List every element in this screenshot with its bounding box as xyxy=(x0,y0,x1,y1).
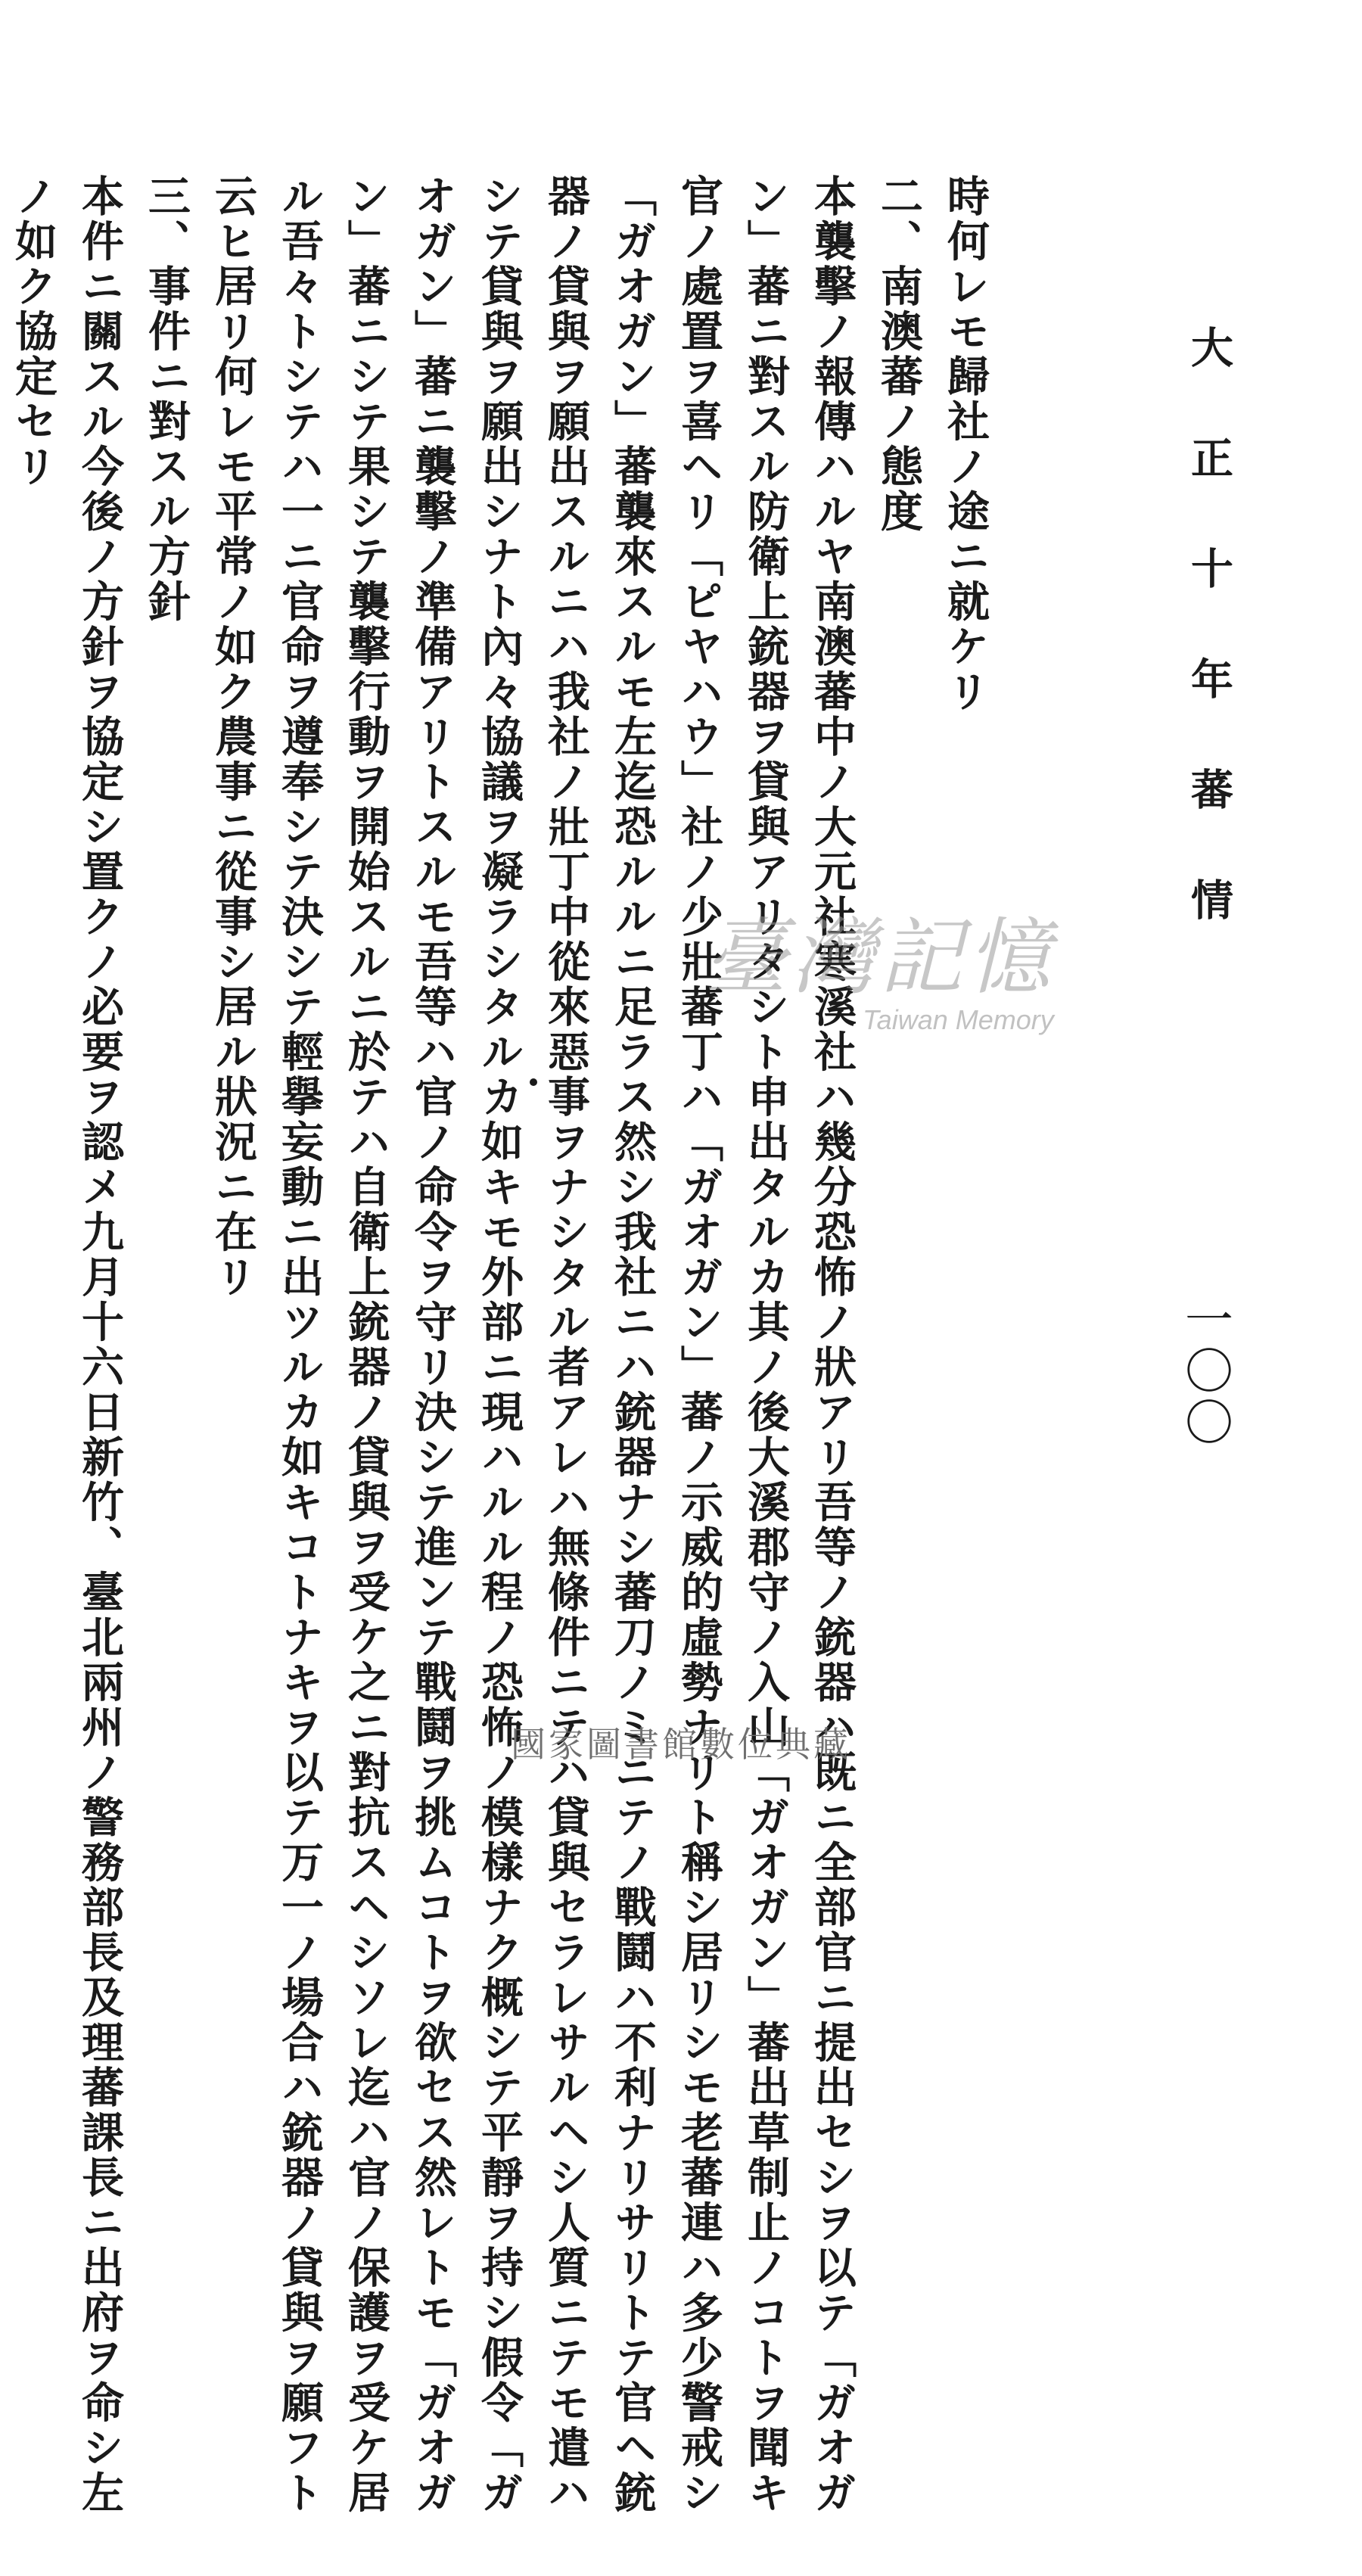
text-line: ノ如ク協定セリ xyxy=(8,174,58,490)
section-heading: 三、事件ニ對スル方針 xyxy=(141,174,191,624)
text-line: 官ノ處置ヲ喜ヘリ「ピヤハウ」社ノ少壯蕃丁ハ「ガオガン」蕃ノ示威的虛勢ナリト稱シ居リシモ老蕃連ハ多少警戒シ xyxy=(674,174,724,2515)
text-line: オガン」蕃ニ襲擊ノ準備アリトスルモ吾等ハ官ノ命令ヲ守リ決シテ進ンテ戰鬪ヲ挑ムコトヲ欲セス然レトモ「ガオガ xyxy=(408,174,458,2515)
watermark-en-text: Taiwan Memory xyxy=(863,1004,1054,1035)
text-line: 云ヒ居リ何レモ平常ノ如ク農事ニ從事シ居ル狀況ニ在リ xyxy=(208,174,258,1300)
watermark xyxy=(704,909,1067,1044)
text-line: 本件ニ關スル今後ノ方針ヲ協定シ置クノ必要ヲ認メ九月十六日新竹、臺北兩州ノ警務部長及理蕃課長ニ出府ヲ命シ左 xyxy=(75,174,125,2515)
text-line: 器ノ貸與ヲ願出スルニハ我社ノ壯丁中從來惡事ヲナシタル者アレハ無條件ニテハ貸與セラレサルヘシ人質ニテモ遣ハ xyxy=(541,174,591,2515)
text-line: ン」蕃ニ對スル防衛上銃器ヲ貸與アリタシト申出タルカ其ノ後大溪郡守ノ入山「ガオガン」蕃出草制止ノコトヲ聞キ xyxy=(741,174,791,2515)
text-line: 本襲擊ノ報傳ハルヤ南澳蕃中ノ大元社寒溪社ハ幾分恐怖ノ狀アリ吾等ノ銃器ハ既ニ全部官ニ提出セシヲ以テ「ガオガ xyxy=(807,174,857,2515)
text-line: ル吾々トシテハ一ニ官命ヲ遵奉シテ決シテ輕擧妄動ニ出ツルカ如キコトナキヲ以テ万一ノ場合ハ銃器ノ貸與ヲ願フト xyxy=(275,174,325,2515)
text-line: ン」蕃ニシテ果シテ襲擊行動ヲ開始スルニ於テハ自衛上銃器ノ貸與ヲ受ケ之ニ對抗スヘシソレ迄ハ官ノ保護ヲ受ケ居 xyxy=(341,174,391,2515)
text-line: 「ガオガン」蕃襲來スルモ左迄恐ルルニ足ラス然シ我社ニハ銃器ナシ蕃刀ノミニテノ戰鬪ハ不利ナリサリトテ官ヘ銃 xyxy=(608,174,658,2515)
footer-credit: 國家圖書館數位典藏 xyxy=(511,1724,851,1765)
text-line: 時何レモ歸社ノ途ニ就ケリ xyxy=(941,174,990,714)
running-header-title: 大正十年蕃情 xyxy=(1184,325,1234,988)
watermark-cjk-text: 臺灣記憶 xyxy=(704,909,1055,1006)
text-line: シテ貸與ヲ願出シナト內々協議ヲ凝ラシタルカ如キモ外部ニ現ハルル程ノ恐怖ノ模樣ナク概シテ平靜ヲ持シ假令「ガ xyxy=(474,174,524,2515)
section-heading: 二、南澳蕃ノ態度 xyxy=(874,174,924,534)
ink-dot xyxy=(530,1078,537,1086)
page-number: 一〇〇 xyxy=(1177,1294,1233,1448)
